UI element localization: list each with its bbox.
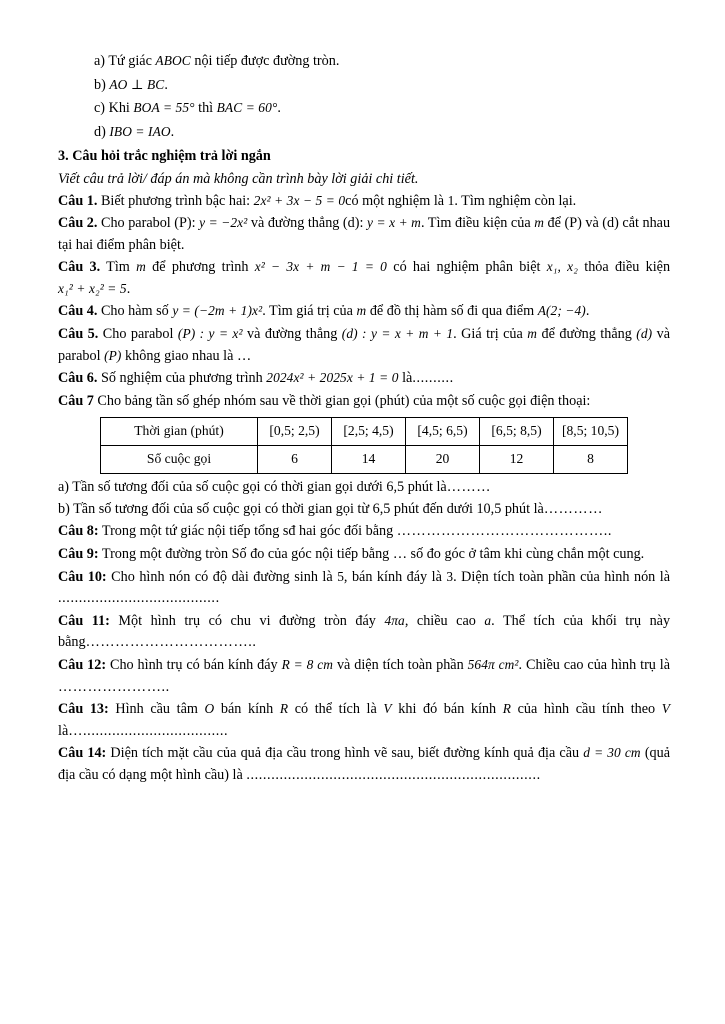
question-4-math-2: m	[356, 303, 367, 319]
question-3-text-2: để phương trình	[152, 259, 249, 276]
question-7a-text: a) Tần số tương đối của số cuộc gọi có thời gian gọi dưới 6,5 phút là	[58, 479, 447, 496]
question-4-text-3: để đồ thị hàm số đi qua điểm	[369, 303, 535, 320]
item-c-middle: thì	[198, 100, 214, 117]
question-1-text-2: có một nghiệm là	[345, 192, 445, 209]
question-10-math-1: 5	[337, 568, 344, 584]
question-1-label: Câu 1.	[58, 192, 98, 209]
question-13-math-4: R	[502, 701, 512, 717]
question-1-text-1: Biết phương trình bậc hai:	[100, 192, 251, 209]
question-5-math-1: (P) : y = x²	[177, 326, 243, 342]
item-a-text-after: nội tiếp được đường tròn.	[194, 53, 340, 69]
table-cell-count-2: 14	[332, 446, 406, 474]
question-2-text-4: để (P) và (d) cắt nhau tại hai điểm phân biệt.	[58, 215, 671, 253]
question-13-text-1: Hình cầu tâm	[115, 701, 198, 718]
question-3-math-4: x₁² + x₂² = 5	[58, 280, 127, 296]
question-10-dots: .......................................	[58, 590, 220, 607]
table-row-intervals	[101, 418, 628, 446]
table-cell-count-1: 6	[258, 446, 332, 474]
question-10-label: Câu 10:	[58, 568, 107, 585]
question-5	[58, 324, 670, 367]
question-6-text-1: Số nghiệm của phương trình	[100, 370, 263, 387]
list-item-d	[58, 121, 670, 145]
item-a-text-before: Tứ giác	[108, 53, 152, 69]
question-13-text-6: là	[58, 722, 69, 739]
question-3-text-1: Tìm	[106, 259, 130, 276]
question-14-label: Câu 14:	[58, 745, 107, 762]
question-2-math-1: y = −2x²	[199, 215, 248, 231]
question-3-text-3: có hai nghiệm phân biệt	[393, 259, 541, 276]
table-row-counts	[101, 446, 628, 474]
table-cell-interval-2: [2,5; 4,5)	[332, 418, 406, 446]
question-1	[58, 191, 670, 213]
question-11-math-2: a	[484, 612, 492, 628]
question-6-label: Câu 6.	[58, 370, 98, 387]
table-cell-count-4: 12	[480, 446, 554, 474]
question-6-math-1: 2024x² + 2025x + 1 = 0	[266, 370, 399, 386]
frequency-table	[100, 417, 628, 474]
question-5-text-1: Cho parabol	[102, 326, 174, 343]
question-5-text-2: và đường thẳng	[247, 326, 338, 343]
question-10-math-2: 3	[446, 568, 454, 584]
item-d-text-after: .	[170, 123, 175, 140]
question-4	[58, 301, 670, 323]
question-13-text-4: khi đó bán kính	[398, 701, 497, 718]
question-12-math-1: R = 8 cm	[281, 656, 334, 672]
question-12-math-2: 564π cm²	[467, 656, 519, 672]
question-8-label: Câu 8:	[58, 523, 99, 540]
question-13-text-3: có thể tích là	[294, 701, 377, 718]
question-3	[58, 257, 670, 300]
question-5-text-4: để đường thẳng	[541, 326, 632, 343]
question-3-text-5: .	[126, 280, 131, 297]
question-1-math-2: 1	[447, 192, 455, 208]
question-12-label: Câu 12:	[58, 656, 107, 673]
question-13-math-1: O	[204, 701, 215, 717]
table-cell-count-3: 20	[406, 446, 480, 474]
question-11-text-2: , chiều cao	[404, 612, 476, 629]
question-3-math-3: x₁, x₂	[546, 259, 578, 275]
question-11-math-1: 4πa	[384, 612, 405, 628]
question-8-dots: ……………………………………..	[396, 523, 613, 540]
item-c-label: c)	[94, 100, 106, 117]
question-14-text-1: Diện tích mặt cầu của quả địa cầu trong hình vẽ sau, biết đường kính quả địa cầu	[110, 745, 580, 762]
question-2-text-2: và đường thẳng (d):	[250, 215, 364, 232]
question-1-text-3: . Tìm nghiệm còn lại.	[454, 192, 577, 209]
item-a-math: ABOC	[155, 53, 191, 68]
question-13-math-5: V	[661, 701, 671, 717]
question-2-label: Câu 2.	[58, 215, 98, 232]
item-b-label: b)	[94, 76, 106, 93]
question-8-text-1: Trong một tứ giác nội tiếp tổng sđ hai góc đối bằng	[101, 523, 394, 540]
item-b-math: AO ⊥ BC	[109, 76, 165, 92]
question-10	[58, 567, 670, 610]
question-2-math-3: m	[534, 215, 544, 231]
question-4-label: Câu 4.	[58, 303, 98, 320]
item-b-text-after: .	[164, 76, 168, 93]
item-c-text-after: .	[277, 100, 281, 117]
question-5-math-3: m	[527, 326, 538, 342]
question-14-dots: .......................................................................	[246, 766, 541, 783]
list-item-b	[58, 74, 670, 98]
question-6-dots: ..........	[412, 370, 454, 387]
question-6	[58, 368, 670, 390]
item-c-math2: BAC = 60°	[216, 100, 278, 116]
section-heading: 3. Câu hỏi trắc nghiệm trả lời ngắn	[58, 148, 271, 165]
question-5-math-5: (P)	[104, 347, 122, 363]
question-10-text-2: , bán kính đáy là	[343, 568, 442, 585]
question-14	[58, 743, 670, 786]
question-2-math-2: y = x + m	[366, 215, 421, 231]
table-cell-interval-5: [8,5; 10,5)	[554, 418, 628, 446]
question-4-math-1: y = (−2m + 1)x²	[172, 303, 263, 319]
question-13-math-3: V	[383, 701, 392, 717]
question-4-text-1: Cho hàm số	[100, 303, 169, 320]
item-d-label: d)	[94, 123, 106, 140]
question-3-label: Câu 3.	[58, 259, 101, 276]
question-7a	[58, 477, 670, 499]
question-3-math-1: m	[136, 259, 146, 275]
question-12	[58, 655, 670, 698]
question-11	[58, 611, 670, 654]
question-5-text-6: không giao nhau là …	[125, 347, 252, 364]
question-14-text-2: (quả địa cầu có dạng một hình cầu) là	[58, 745, 671, 783]
item-c-text-before: Khi	[108, 100, 130, 117]
table-header-count: Số cuộc gọi	[101, 446, 258, 474]
question-10-text-1: Cho hình nón có độ dài đường sinh là	[111, 568, 333, 585]
question-1-math-1: 2x² + 3x − 5 = 0	[253, 192, 346, 208]
question-13	[58, 699, 670, 742]
question-13-math-2: R	[279, 701, 289, 717]
question-7b-text: b) Tần số tương đối của số cuộc gọi có thời gian gọi từ 6,5 phút đến dưới 10,5 phút là	[58, 500, 544, 517]
question-13-text-2: bán kính	[220, 701, 274, 718]
question-5-math-2: (d) : y = x + m + 1	[341, 326, 454, 342]
question-11-dots: ……………………………..	[85, 634, 257, 651]
question-12-text-1: Cho hình trụ có bán kính đáy	[109, 656, 278, 673]
item-d-math: IBO = IAO	[109, 123, 171, 139]
item-c-math: BOA = 55°	[133, 100, 195, 116]
question-7-text-1: Cho bảng tần số ghép nhóm sau về thời gian gọi (phút) của một số cuộc gọi điện thoại:	[97, 392, 591, 409]
table-header-time: Thời gian (phút)	[101, 418, 258, 446]
question-2-text-1: Cho parabol (P):	[101, 215, 196, 232]
question-6-text-2: là	[402, 370, 413, 387]
question-7-label: Câu 7	[58, 392, 94, 409]
item-a-label: a)	[94, 53, 106, 69]
question-2	[58, 213, 670, 256]
question-5-math-4: (d)	[636, 326, 653, 342]
question-8	[58, 521, 670, 543]
table-cell-interval-3: [4,5; 6,5)	[406, 418, 480, 446]
table-cell-count-5: 8	[554, 446, 628, 474]
list-item-a	[58, 50, 670, 74]
question-4-text-4: .	[585, 303, 590, 320]
question-13-dots: …...................................	[68, 722, 229, 739]
table-cell-interval-4: [6,5; 8,5)	[480, 418, 554, 446]
question-11-text-3: . Thể tích của khối trụ này bằng	[58, 612, 671, 651]
question-4-text-2: . Tìm giá trị của	[262, 303, 353, 320]
question-7a-dots: ………	[446, 479, 492, 496]
question-11-label: Câu 11:	[58, 612, 110, 629]
question-7	[58, 391, 670, 413]
question-7b	[58, 499, 670, 521]
question-12-text-3: . Chiều cao của hình trụ là	[518, 656, 671, 673]
question-3-text-4: thỏa điều kiện	[584, 259, 671, 276]
question-9-label: Câu 9:	[58, 546, 99, 563]
question-10-text-3: . Diện tích toàn phần của hình nón là	[453, 568, 671, 585]
question-5-label: Câu 5.	[58, 326, 99, 343]
list-item-c	[58, 97, 670, 121]
question-13-text-5: của hình cầu tính theo	[517, 701, 656, 718]
question-5-text-3: . Giá trị của	[453, 326, 523, 343]
question-12-dots: …………………..	[58, 678, 170, 695]
question-3-math-2: x² − 3x + m − 1 = 0	[254, 259, 387, 275]
question-12-text-2: và diện tích toàn phần	[336, 656, 464, 673]
question-14-math-1: d = 30 cm	[583, 745, 641, 761]
question-5-text-5: và parabol	[58, 326, 671, 364]
question-9	[58, 544, 670, 566]
question-13-label: Câu 13:	[58, 701, 109, 718]
question-7b-dots: …………	[543, 500, 604, 517]
section-subtitle: Viết câu trả lời/ đáp án mà không cần trình bày lời giải chi tiết.	[58, 170, 419, 187]
question-9-text-1: Trong một đường tròn Số đo của góc nội tiếp bằng … số đo góc ở tâm khi cùng chắn một cung.	[101, 546, 645, 563]
question-4-math-3: A(2; −4)	[537, 303, 586, 319]
question-2-text-3: . Tìm điều kiện của	[420, 215, 531, 232]
table-cell-interval-1: [0,5; 2,5)	[258, 418, 332, 446]
question-11-text-1: Một hình trụ có chu vi đường tròn đáy	[118, 612, 376, 629]
